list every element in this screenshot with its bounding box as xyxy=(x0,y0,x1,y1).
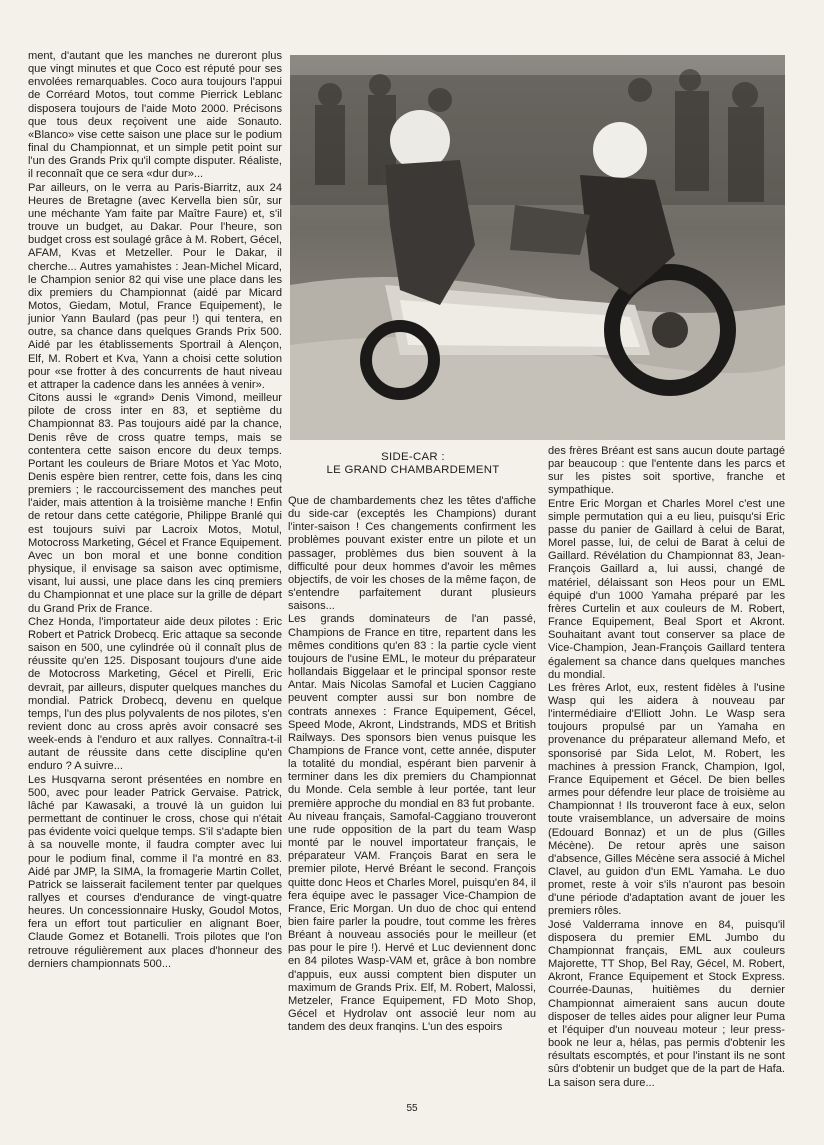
paragraph: Au niveau français, Samofal-Caggiano trouveront une rude opposition de la part du team Wasp monté par le nouvel importateur français, le préparateur VAM. François Barat en sera le premier pilote, Hervé Bréant le second. François quitte donc Heos et Charles Morel, puisqu'en 84, il fera équipe avec le passager Vice-Champion de France, Eric Morgan. Un duo de choc qui entend bien faire parler la poudre, tout comme les frères Bréant à nouveau associés pour le meilleur (et pas pour le pire !). Hervé et Luc deviennent donc en 84 pilotes Wasp-VAM et, grâce à bon nombre d'appuis, eux aussi comptent bien disputer un maximum de Grands Prix. Elf, M. Robert, Malossi, Metzeler, France Equipement, FD Moto Shop, Gécel et Hydrolav ont associé leur nom au tandem des deux franqins. L'un des espoirs xyxy=(288,810,536,1034)
middle-column xyxy=(288,495,536,1034)
paragraph: Citons aussi le «grand» Denis Vimond, meilleur pilote de cross inter en 83, et septième du Championnat 83. Pas toujours aidé par la chance, Denis rêve de cross quatre temps, mais se contentera cette saison encore du deux temps. Portant les couleurs de Briare Motos et Yac Moto, Denis espère bien rentrer, cette fois, dans les cinq premiers ; le raccourcissement des manches peut l'aider, mais attention à la troisième manche ! Enfin de retour dans cette catégorie, Philippe Branlé qui est toujours suivi par Lacroix Motos, Motul, Motocross Marketing, Gécel et France Equipement. Avec un bon moral et une bonne condition physique, il envisage sa saison avec optimisme, visant, lui aussi, une place dans les cinq premiers du Championnat et une place sur la grille de départ du Grand Prix de France. xyxy=(28,392,282,615)
paragraph: ment, d'autant que les manches ne dureront plus que vingt minutes et que Coco est réputé pour ses envolées remarquables. Coco aura toujours l'appui de Corréard Motos, tout comme Pierrick Leblanc disposera toujours de l'aide Moto 2000. Précisons que tous deux reçoivent une aide Sonauto. «Blanco» vise cette saison une place sur le podium final du Championnat, et un simple petit point sur l'un des Grands Prix qu'il compte disputer. Réaliste, il reconnaît que ce sera «dur dur»... xyxy=(28,50,282,181)
caption-line: LE GRAND CHAMBARDEMENT xyxy=(326,464,500,476)
paragraph: Les Husqvarna seront présentées en nombre en 500, avec pour leader Patrick Gervaise. Patrick, lâché par Kawasaki, a trouvé là un guidon lui permettant de continuer le cross, chose qui n'était pas évidente voici quelque temps. S'il s'adapte bien à sa nouvelle monte, il faudra compter avec lui pour le podium final, comme il l'a montré en 83. Aidé par JMP, la SIMA, la fromagerie Martin Collet, Patrick se laisserait facilement tenter par quelques rallyes et courses d'endurance de vingt-quatre heures. Un concessionnaire Husky, Goudol Motos, fera un effort tout particulier en alignant Boer, Claude Gomez et Botanelli. Trois pilotes que l'on retrouve régulièrement aux places d'honneur des derniers championnats 500... xyxy=(28,773,282,970)
left-column xyxy=(28,50,282,971)
paragraph: Par ailleurs, on le verra au Paris-Biarritz, aux 24 Heures de Bretagne (avec Kervella bien sûr, sur une méchante Yam faite par Maître Faure) et, s'il trouve un budget, au Dakar. Pour l'heure, son budget cross est soulagé grâce à M. Robert, Gécel, AFAM, Kvas et Metzeller. Pour le Dakar, il cherche... Autres yamahistes : Jean-Michel Micard, le Champion senior 82 qui vise une place dans les dix premiers du Championnat (aidé par Micard Motos, Giedam, Motul, France Equipement), le junior Yann Baulard (pas peur !) qui tentera, en outre, sa chance dans quelques Grands Prix 500. Aidé par les établissements Sportrail à Alençon, Elf, M. Robert et Kva, Yann a choisi cette solution pour «se frotter à des concurrents de haut niveau et attraper la cadence dans les années à venir». xyxy=(28,181,282,391)
paragraph: des frères Bréant est sans aucun doute partagé par beaucoup : que l'entente dans les parcs et sur les pistes soit sportive, franche et sympathique. xyxy=(548,445,785,497)
paragraph: Les frères Arlot, eux, restent fidèles à l'usine Wasp qui les aidera à nouveau par l'intermédiaire d'Elliott John. Le Wasp sera toujours propulsé par un Yamaha en provenance du préparateur allemand Mefo, et sponsorisé par Sida Lelot, M. Robert, les machines à pression Franck, Champion, Igol, France Equipement et Gécel. De bien belles armes pour défendre leur place de troisième au Championnat ! Ils trouveront face à eux, selon toute vraisemblance, un adversaire de moins (Edouard Bonnaz) et un de plus (Gilles Mécène). De retour après une saison d'absence, Gilles Mécène sera associé à Michel Clavel, au guidon d'un EML Yamaha. Le duo promet, reste à voir s'ils n'auront pas besoin d'une période d'adaptation avant de jouer les premiers rôles. xyxy=(548,681,785,918)
page-number: 55 xyxy=(406,1103,418,1114)
paragraph: Les grands dominateurs de l'an passé, Champions de France en titre, repartent dans les mêmes conditions qu'en 83 : la partie cycle vient toujours de l'usine EML, le moteur du préparateur hollandais Biggelaar et le principal sponsor reste Antar. Mais Nicolas Samofal et Lucien Caggiano peuvent compter aussi sur bon nombre de contrats annexes : France Equipement, Gécel, Speed Mode, Akront, Lindstrands, MDS et British Railways. Des sponsors bien venus puisque les Champions de France vont, cette année, disputer la totalité du mondial, espérant bien parvenir à terminer dans les dix premiers du Championnat du Monde. Cela semble à leur portée, tant leur première approche du mondial en 83 fut probante. xyxy=(288,613,536,810)
paragraph: Que de chambardements chez les têtes d'affiche du side-car (exceptés les Champions) durant l'inter-saison ! Ces changements confirment les problèmes pouvant exister entre un pilote et un passager, problèmes dus bien souvent à la difficulté pour deux hommes d'avoir les mêmes objectifs, de voir les choses de la même façon, de s'entendre parfaitement durant plusieurs saisons... xyxy=(288,495,536,613)
right-column xyxy=(548,445,785,1090)
photo-caption xyxy=(290,451,536,477)
sidecar-photo xyxy=(290,55,785,440)
paragraph: Entre Eric Morgan et Charles Morel c'est une simple permutation qui a eu lieu, puisqu'si Eric passe du panier de Gaillard à celui de Barat, Morel passe, lui, de celui de Barat à celui de Gaillard. Révélation du Championnat 83, Jean-François Gaillard a, lui aussi, changé de matériel, délaissant son Heos pour un EML équipé d'un 1000 Yamaha préparé par les frères Curtelin et aux couleurs de M. Robert, France Equipement, Beal Sport et Akront. Souhaitant avant tout conserver sa place de Vice-Champion, Jean-François Gaillard tentera également sa chance dans quelques manches du mondial. xyxy=(548,497,785,681)
paragraph: José Valderrama innove en 84, puisqu'il disposera du premier EML Jumbo du Championnat français, EML aux couleurs Majorette, TT Shop, Bel Ray, Gécel, M. Robert, Akront, France Equipement et Stock Express. Courrée-Daunas, huitièmes du dernier Championnat aimeraient sans aucun doute disposer de telles aides pour aligner leur Puma et l'équiper d'un nouveau moteur ; leur press-book ne leur a, hélas, pas permis d'obtenir les résultats escomptés, et pour l'instant ils ne sont sûrs d'obtenir un budget que de la part de Hafa. La saison sera dure... xyxy=(548,918,785,1089)
caption-line: SIDE-CAR : xyxy=(381,451,445,463)
paragraph: Chez Honda, l'importateur aide deux pilotes : Eric Robert et Patrick Drobecq. Eric attaque sa seconde saison en 500, une cylindrée où il connaît plus de réussite qu'en 125. Disposant toujours d'une aide de Motocross Marketing, Gécel et Pirelli, Eric devrait, par ailleurs, disputer quelques manches du mondial. Patrick Drobecq, devenu en quelque temps, l'un des plus polyvalents de nos pilotes, s'en revient donc au cross après avoir consacré ses week-ends à l'enduro et aux rallyes. Connaîtra-t-il autant de réussite dans cette discipline qu'en enduro ? A suivre... xyxy=(28,615,282,773)
